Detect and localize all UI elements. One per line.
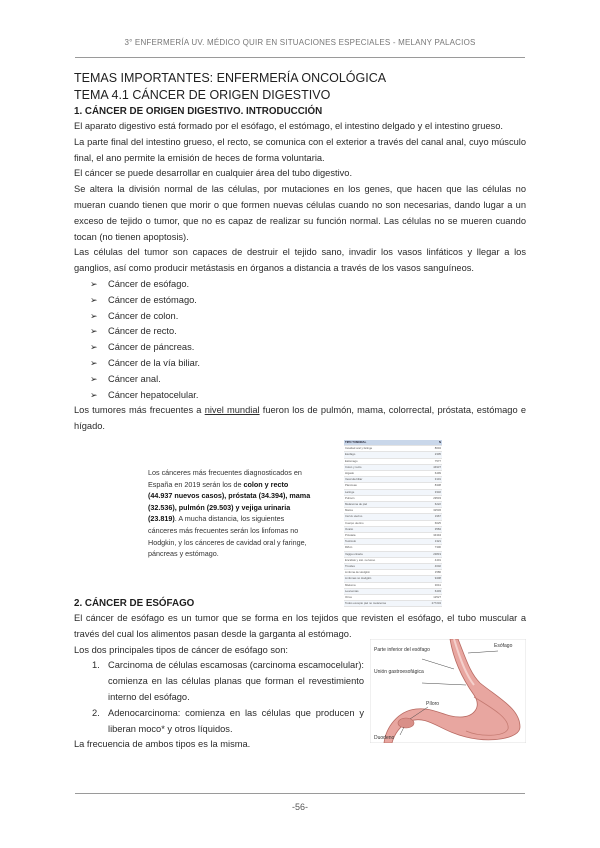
footer-divider [75, 793, 525, 794]
arrow-bullet-icon: ➢ [90, 278, 98, 289]
section2-paragraph: La frecuencia de ambos tipos es la misma. [74, 739, 251, 750]
list-item: ➢ Cáncer de la vía biliar. [90, 356, 526, 372]
table-cell: Testículo [344, 539, 422, 545]
table-cell: Mieloma [344, 582, 422, 588]
label-esofago: Esófago [494, 642, 513, 649]
table-cell: Cérvix uterino [344, 514, 422, 520]
table-cell: 2305 [422, 452, 443, 458]
table-cell: Esófago [344, 452, 422, 458]
esophageal-cancer-types [74, 658, 364, 737]
table-header-cell: N [422, 440, 443, 446]
table-cell: 44937 [422, 464, 443, 470]
table-cell: 277234 [422, 601, 443, 607]
table-cell: 4602 [422, 564, 443, 570]
tumor-incidence-table [344, 440, 442, 607]
section2-heading: 2. CÁNCER DE ESÓFAGO [74, 597, 195, 609]
table-cell: 3101 [422, 477, 443, 483]
arrow-bullet-icon: ➢ [90, 389, 98, 400]
section1-paragraph: Las células del tumor son capaces de destruir el tejido sano, invadir los vasos linfáticos y llegar a los ganglios, así como producir metástasis en órganos a distancia a través de los vasos sanguíneos. [74, 247, 526, 274]
table-cell: 9408 [422, 576, 443, 582]
section1-paragraph: Se altera la división normal de las células, por mutaciones en los genes, que hacen que las células no mueran cuando tienen que morir o que formen nuevas células cuando no son necesarias, dando lugar a un exceso de tejido o tumor, que no es capaz de realizar su función normal. Las células no se mueren cuando tocan (no tienen apoptosis). [74, 184, 526, 242]
table-cell: Leucemias [344, 588, 422, 594]
table-cell: Tiroides [344, 564, 422, 570]
list-item: ➢ Cáncer hepatocelular. [90, 388, 526, 404]
table-cell: 23819 [422, 551, 443, 557]
section1-paragraph: El aparato digestivo está formado por el esófago, el estómago, el intestino delgado y el intestino grueso. [74, 121, 503, 131]
table-cell: Colon y recto [344, 464, 422, 470]
table-cell: Riñón [344, 545, 422, 551]
table-cell: 8338 [422, 483, 443, 489]
table-cell: 7577 [422, 458, 443, 464]
table-cell: Páncreas [344, 483, 422, 489]
frequent-tumors-paragraph: Los tumores más frecuentes a nivel mundial fueron los de pulmón, mama, colorrectal, próstata, estómago e hígado. [74, 405, 526, 432]
table-cell: 29503 [422, 495, 443, 501]
spain-statistics-quote: Los cánceres más frecuentes diagnosticados en España en 2019 serán los de colon y recto (44.937 nuevos casos), próstata (34.394), mama (32.536), pulmón (29.503) y vejiga urinaria (23.819). A mucha distancia, los siguientes cánceres más frecuentes serán los linfomas no Hodgkin, y los cánceres de cavidad oral y faringe, páncreas y estómago. [148, 467, 311, 559]
table-cell: Cuerpo uterino [344, 520, 422, 526]
arrow-bullet-icon: ➢ [90, 342, 98, 353]
label-piloro: Píloro [426, 700, 440, 707]
table-cell: 6499 [422, 470, 443, 476]
table-cell: 1586 [422, 570, 443, 576]
table-cell: Otros [344, 595, 422, 601]
table-cell: Vejiga urinaria [344, 551, 422, 557]
section1-paragraph: La parte final del intestino grueso, el recto, se comunica con el exterior a través del canal anal, cuyo músculo final, el ano permite la emisión de heces de forma voluntaria. [74, 136, 526, 163]
section2-paragraph: El cáncer de esófago es un tumor que se forma en los tejidos que revisten el esófago, el tubo muscular a través del cual los alimentos pasan desde la garganta al estómago. [74, 612, 526, 639]
page-number: -56- [291, 802, 308, 812]
list-item: ➢ Cáncer de estómago. [90, 293, 526, 309]
list-item: ➢ Cáncer anal. [90, 372, 526, 388]
page-content [74, 70, 526, 753]
section1-heading: 1. CÁNCER DE ORIGEN DIGESTIVO. INTRODUCCIÓN [74, 106, 323, 117]
list-item: ➢ Cáncer de esófago. [90, 277, 526, 293]
section2-paragraph: Los dos principales tipos de cáncer de esófago son: [74, 644, 288, 655]
arrow-bullet-icon: ➢ [90, 357, 98, 368]
table-cell: 1967 [422, 514, 443, 520]
table-cell: Todos excepto piel no melanoma [344, 601, 422, 607]
table-cell: 3332 [422, 489, 443, 495]
table-cell: 7300 [422, 545, 443, 551]
table-cell: Mama [344, 508, 422, 514]
page-header: 3° ENFERMERÍA UV. MÉDICO QUIR EN SITUACIONES ESPECIALES - MELANY PALACIOS [124, 38, 476, 47]
cancer-type-list [74, 277, 526, 403]
table-cell: Linfomas no Hodgkin [344, 576, 422, 582]
arrow-bullet-icon: ➢ [90, 310, 98, 321]
table-cell: 4401 [422, 557, 443, 563]
table-header-cell: TIPO TUMORAL [344, 440, 422, 446]
stomach-esophagus-illustration [370, 639, 526, 743]
list-item: ➢ Cáncer de páncreas. [90, 340, 526, 356]
list-item: 1. Carcinoma de células escamosas (carcinoma escamocelular): comienza en las células planas que forman el revestimiento interno del esófago. [92, 660, 364, 702]
table-cell: Estómago [344, 458, 422, 464]
table-cell: Melanoma de piel [344, 501, 422, 507]
table-cell: 6403 [422, 588, 443, 594]
topic-title: TEMA 4.1 CÁNCER DE ORIGEN DIGESTIVO [74, 88, 331, 102]
table-cell: Laringe [344, 489, 422, 495]
table-cell: Ovario [344, 526, 422, 532]
table-cell: Próstata [344, 532, 422, 538]
table-cell: 12527 [422, 595, 443, 601]
table-cell: Vesícula biliar [344, 477, 422, 483]
table-cell: 34394 [422, 532, 443, 538]
table-cell: 3041 [422, 582, 443, 588]
list-item: ➢ Cáncer de colon. [90, 309, 526, 325]
arrow-bullet-icon: ➢ [90, 373, 98, 384]
table-cell: Linfoma de Hodgkin [344, 570, 422, 576]
header-divider [75, 57, 525, 58]
table-cell: 1321 [422, 539, 443, 545]
table-cell: Pulmón [344, 495, 422, 501]
main-title: TEMAS IMPORTANTES: ENFERMERÍA ONCOLÓGICA [74, 71, 387, 85]
arrow-bullet-icon: ➢ [90, 294, 98, 305]
table-cell: Encéfalo y sist. nervioso [344, 557, 422, 563]
list-item: 2. Adenocarcinoma: comienza en las células que producen y liberan moco* y otros líquidos. [92, 707, 364, 734]
section1-paragraph: El cáncer se puede desarrollar en cualquier área del tubo digestivo. [74, 168, 353, 179]
table-cell: 3584 [422, 526, 443, 532]
table-cell: 32536 [422, 508, 443, 514]
nivel-mundial-link[interactable]: nivel mundial [204, 405, 260, 416]
table-cell: Cavidad oral y faringe [344, 446, 422, 452]
label-union: Unión gastroesofágica [374, 668, 424, 675]
table-cell: 6222 [422, 501, 443, 507]
table-row [344, 601, 442, 607]
list-item: ➢ Cáncer de recto. [90, 324, 526, 340]
arrow-bullet-icon: ➢ [90, 326, 98, 337]
label-duodeno: Duodeno [374, 734, 395, 741]
label-parte-inferior: Parte inferior del esófago [374, 646, 430, 653]
table-cell: 8604 [422, 446, 443, 452]
table-cell: Hígado [344, 470, 422, 476]
table-cell: 6625 [422, 520, 443, 526]
